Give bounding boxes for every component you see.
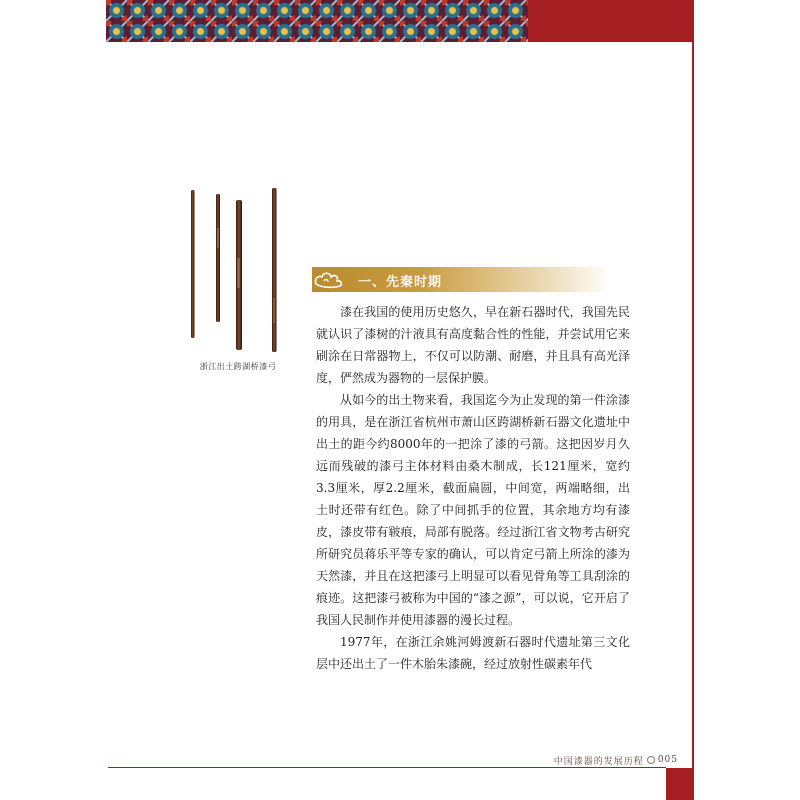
paragraph: 漆在我国的使用历史悠久，早在新石器时代，我国先民就认识了漆树的汁液具有高度黏合性的性能，并尝试用它来刷涂在日常器物上，不仅可以防潮、耐磨，并且具有高光泽度，俨然成为器物的一层保护膜。	[316, 305, 630, 385]
figure-caption: 浙江出土跨湖桥漆弓	[199, 362, 277, 371]
page-footer	[554, 753, 678, 767]
page-number: 005	[657, 755, 678, 765]
paragraph: 从如今的出土物来看，我国迄今为止发现的第一件涂漆的用具，是在浙江省杭州市萧山区跨湖桥新石器文化遗址中出土的距今约8000年的一把涂了漆的弓箭。这把因岁月久远而残破的漆弓主体材料由桑木制成，长121厘米，宽约3.3厘米，厚2.2厘米，截面扁圆，中间宽，两端略细，出土时还带有红色。除了中间抓手的位置，其余地方均有漆皮，漆皮带有皲痕，局部有脱落。经过浙江省文物考古研究所研究员蒋乐平等专家的确认，可以肯定弓箭上所涂的漆为天然漆，并且在这把漆弓上明显可以看见骨角等工具刮涂的痕迹。这把漆弓被称为中国的“漆之源”，可以说，它开启了我国人民制作并使用漆器的漫长过程。	[316, 393, 630, 627]
lacquer-bow-image	[186, 188, 286, 358]
circle-ornament-icon	[647, 756, 655, 764]
paragraph: 1977年，在浙江余姚河姆渡新石器时代遗址第三文化层中还出土了一件木胎朱漆碗，经过放射性碳素年代	[316, 635, 630, 671]
section-heading	[312, 267, 612, 292]
book-title: 中国漆器的发展历程	[553, 756, 644, 767]
decorative-pattern-banner	[106, 0, 528, 42]
right-edge-strip	[692, 42, 694, 800]
article-body	[316, 301, 630, 675]
footer-divider	[108, 767, 666, 768]
section-title: 一、先秦时期	[358, 275, 443, 290]
header-red-block	[528, 0, 694, 42]
cloud-ornament-icon	[312, 267, 350, 292]
footer-red-block	[666, 768, 694, 800]
